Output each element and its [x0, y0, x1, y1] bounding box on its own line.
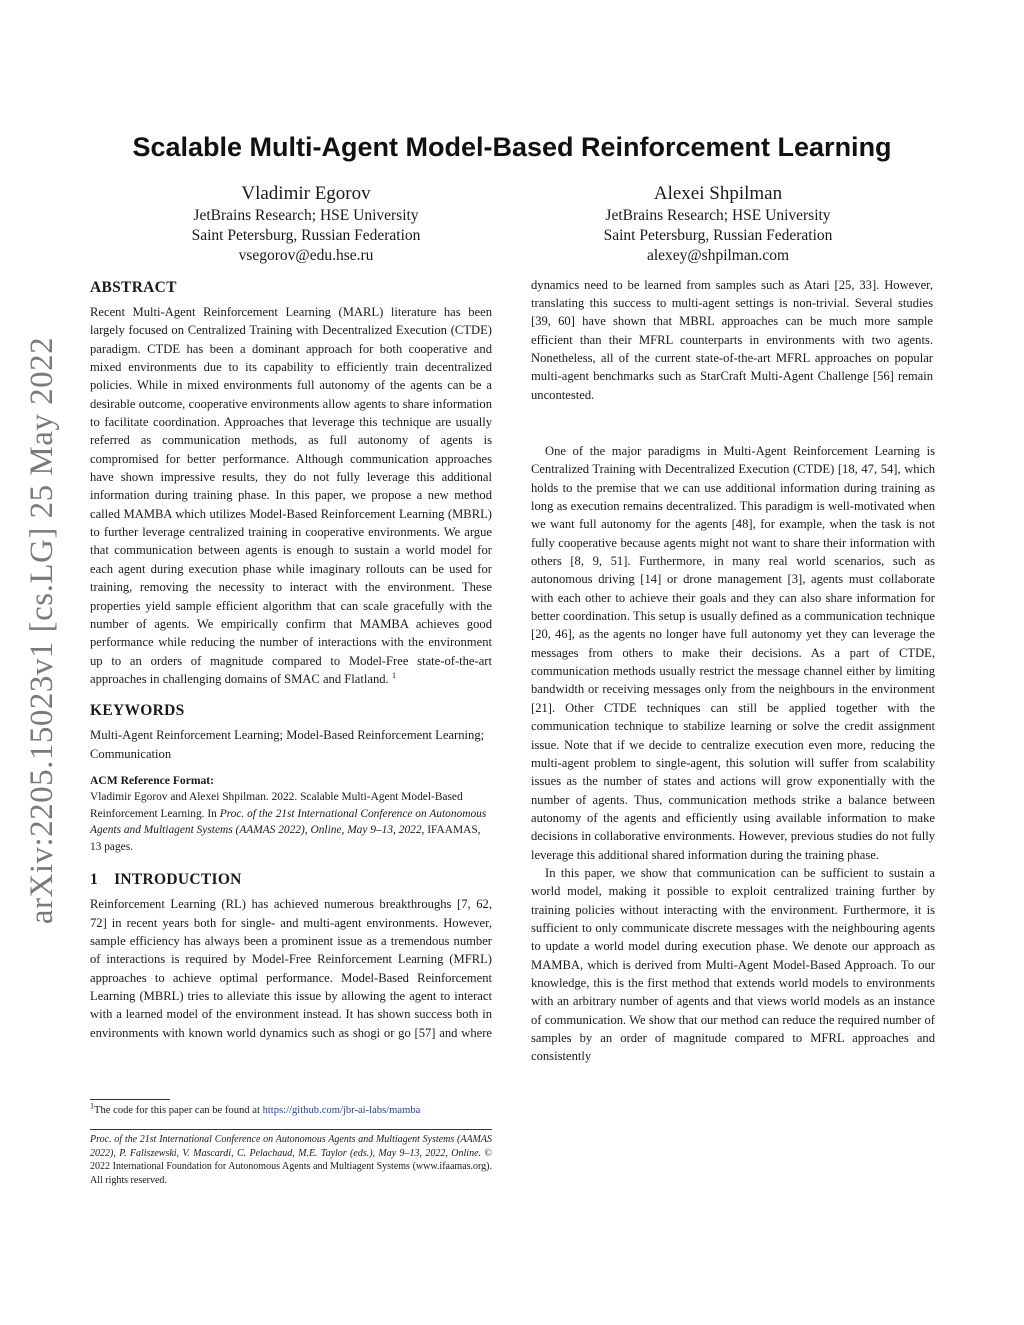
- author-affiliation: JetBrains Research; HSE University: [605, 207, 831, 224]
- arxiv-stamp: [8, 300, 78, 960]
- intro-paragraph-1-continuation-text: dynamics need to be learned from samples such as Atari [25, 33]. However, translating this success to multi-agent settings is non-trivial. Several studies [39, 60] have shown that MBRL approaches can be much more sample efficient than their MFRL counterparts in environments with two agents. Nonetheless, all of the current state-of-the-art MFRL approaches on popular multi-agent benchmarks such as StarCraft Multi-Agent Challenge [56] remain uncontested.: [531, 277, 933, 402]
- intro-paragraph-3: In this paper, we show that communication can be sufficient to sustain a world model, making it possible to exploit centralized training further by training policies without interacting with the environment. Furthermore, it is sufficient to only communicate discrete messages with the neighbouring agents to update a world model during execution phase. We denote our approach as MAMBA, which is derived from Multi-Agent Model-Based Approach. To our knowledge, this is the first method that extends world models to environments with an arbitrary number of agents and that views world models as an instance of communication. We show that our method can reduce the required number of samples by an order of magnitude compared to MFRL approaches and consistently: [531, 865, 935, 1064]
- introduction-heading: 1 INTRODUCTION: [90, 871, 242, 889]
- acm-reference-text: Vladimir Egorov and Alexei Shpilman. 2022. Scalable Multi-Agent Model-Based Reinforcement Learning. In Proc. of the 21st International Conference on Autonomous Agents and Multiagent Systems (AAMAS 2022), Online, May 9–13, 2022, IFAAMAS, 13 pages.: [90, 790, 487, 853]
- right-column: [531, 277, 935, 1066]
- author-name: Alexei Shpilman: [653, 183, 783, 204]
- keywords-heading: KEYWORDS: [90, 702, 185, 720]
- conference-rule: [90, 1129, 492, 1130]
- footnote: $^1$The code for this paper can be found at https://github.com/jbr-ai-labs/mamba: [90, 1101, 421, 1116]
- paper-title: Scalable Multi-Agent Model-Based Reinforcement Learning: [132, 132, 892, 162]
- intro-paragraph-2: One of the major paradigms in Multi-Agent Reinforcement Learning is Centralized Training with Decentralized Execution (CTDE) [18, 47, 54], which holds to the premise that we can use additional information during training as long as execution remains decentralized. This paradigm is well-motivated when we want full autonomy for the agents [48], for example, when the task is not fully cooperative because agents might not want to share their information with others [8, 9, 51]. Furthermore, in many real world scenarios, such as autonomous driving [14] or drone management [3], agents must collaborate with each other to achieve their goals and they can also share information for better coordination. This setup is usually defined as a communication technique [20, 46], as the agents no longer have full autonomy yet they can leverage the messages from others to make their decisions. As a part of CTDE, communication methods usually restrict the message channel either by limiting bandwidth or receiving messages only from the neighbours in the environment [21]. Other CTDE techniques can still be applied together with the communication technique to stabilize learning or solve the credit assignment issue. Note that if we decide to centralize execution even more, reducing the multi-agent problem to single-agent, this solution will suffer from scalability issues as the number of states and actions will grow exponentially with the number of agents. Thus, communication methods strike a balance between autonomy of the agents and efficiently using available information to make decisions in collaborative environments. However, previous studies do not fully leverage this additional shared information during the training phase.: [531, 444, 935, 862]
- author-location: Saint Petersburg, Russian Federation: [603, 227, 833, 244]
- author-email: vsegorov@edu.hse.ru: [238, 247, 374, 264]
- author-email: alexey@shpilman.com: [646, 247, 790, 264]
- author-name: Vladimir Egorov: [241, 183, 371, 204]
- author-location: Saint Petersburg, Russian Federation: [191, 227, 421, 244]
- keywords-text: Multi-Agent Reinforcement Learning; Model-Based Reinforcement Learning; Communication: [90, 728, 485, 761]
- left-column: [90, 277, 492, 1043]
- abstract-text: Recent Multi-Agent Reinforcement Learning (MARL) literature has been largely focused on Centralized Training with Decentralized Execution (CTDE) paradigm. CTDE has been a dominant approach for both cooperative and mixed environments due to its capability to efficiently train decentralized policies. While in mixed environments full autonomy of the agents can be a desirable outcome, cooperative environments allow agents to share information to facilitate coordination. Approaches that leverage this technique are usually referred as communication methods, as full autonomy of agents is compromised for better performance. Although communication approaches have shown impressive results, they do not fully leverage this additional information during training phase. In this paper, we propose a new method called MAMBA which utilizes Model-Based Reinforcement Learning (MBRL) to further leverage centralized training in cooperative environments. We argue that communication between agents is enough to sustain a world model for each agent during execution phase while imaginary rollouts can be used for training, removing the necessity to interact with the environment. These properties yield sample efficient algorithm that can scale gracefully with the number of agents. We empirically confirm that MAMBA achieves good performance while reducing the number of interactions with the environment up to an orders of magnitude compared to Model-Free state-of-the-art approaches in challenging domains of SMAC and Flatland. $^1$: [90, 305, 492, 686]
- conference-notice: Proc. of the 21st International Conference on Autonomous Agents and Multiagent Systems (AAMAS 2022), P. Faliszewski, V. Mascardi, C. Pelachaud, M.E. Taylor (eds.), May 9–13, 2022, Online. © 2022 International Foundation for Autonomous Agents and Multiagent Systems (www.ifaamas.org). All rights reserved.: [90, 1134, 492, 1186]
- intro-paragraph-1-continued: [531, 277, 935, 442]
- code-link[interactable]: https://github.com/jbr-ai-labs/mamba: [262, 1105, 421, 1116]
- intro-paragraph-1: Reinforcement Learning (RL) has achieved numerous breakthroughs [7, 62, 72] in recent years both for single- and multi-agent environments. However, sample efficiency has always been a prominent issue as a tremendous number of interactions is required by Model-Free Reinforcement Learning (MFRL) approaches to achieve optimal performance. Model-Based Reinforcement Learning (MBRL) tries to alleviate this issue by allowing the agent to interact with a learned model of the environment instead. It has shown success both in environments with known world dynamics such as shogi or go [57] and where: [90, 897, 492, 1040]
- acm-reference-heading: ACM Reference Format:: [90, 773, 215, 787]
- footnote-marker: 1: [391, 669, 397, 680]
- footnote-rule: [90, 1099, 170, 1100]
- author-block-2: [508, 182, 928, 266]
- author-block-1: [96, 182, 516, 266]
- abstract-heading: ABSTRACT: [90, 279, 177, 296]
- author-affiliation: JetBrains Research; HSE University: [193, 207, 419, 224]
- arxiv-stamp-text: arXiv:2205.15023v1 [cs.LG] 25 May 2022: [24, 336, 61, 924]
